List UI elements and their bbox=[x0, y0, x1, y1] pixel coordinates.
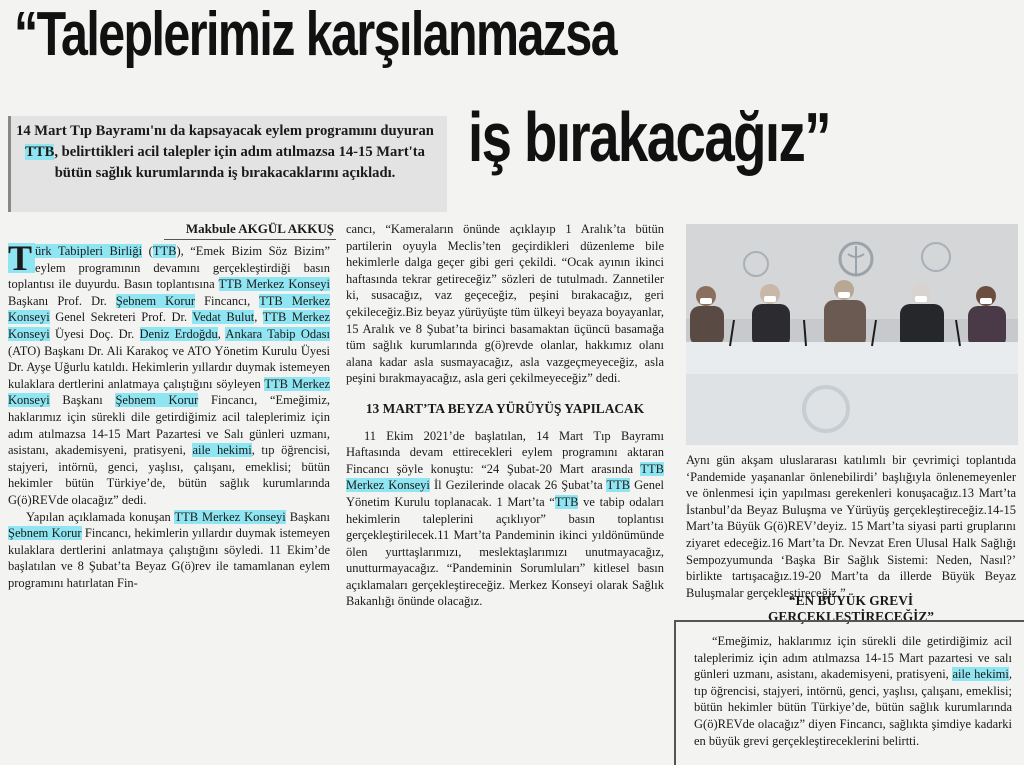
col1-frag: Şebnem Korur bbox=[8, 526, 82, 541]
col1-frag: Deniz Erdoğdu bbox=[139, 326, 218, 341]
col1-frag: TTB Merkez Konseyi bbox=[8, 310, 330, 341]
col1-frag: ), “Emek Bizim Söz Bizim” eylem programının devamını gerçekleştirdiği basın toplantısı ile duyurdu. Basın toplantısına bbox=[8, 244, 330, 292]
byline: Makbule AKGÜL AKKUŞ bbox=[185, 221, 334, 236]
col4-paragraph-1 bbox=[694, 633, 1012, 749]
col2-frag: ve tabip odaları hekimlerin taleplerini açıklıyor” basın toplantısı gerçekleştirilecek.11 Mart’ta Pandeminin ikinci yıldönümünde ölen yurttaşlarımızı, meslektaşlarımızı unutmayacağız, unutturmayacağız. “Pandeminin Sorumluları” kitlesel basın açıklamaları gerçekleştireceğiz. Merkez Konseyi olarak Sağlık Bakanlığı önünde olacağız. bbox=[346, 494, 664, 609]
col2-frag: TTB Merkez Konseyi bbox=[346, 461, 664, 493]
col1-frag: Vedat Bulut bbox=[192, 310, 255, 325]
col2-paragraph-2 bbox=[346, 428, 664, 611]
col1-frag: Ankara Tabip Odası bbox=[225, 326, 330, 341]
subheading-line-2: GERÇEKLEŞTİRECEĞİZ” bbox=[768, 609, 934, 624]
article-column-4 bbox=[694, 633, 1012, 749]
col2-frag: TTB bbox=[606, 478, 631, 493]
col1-frag: Başkanı bbox=[49, 393, 116, 408]
col1-frag: aile hekimi bbox=[192, 443, 252, 458]
col2-paragraph-1: cancı, “Kameraların önünde açıklayıp 1 Aralık’ta bütün partilerin oyuyla Meclis’ten geçirdikleri düzenleme bile hekimlerle dalga geçer gibi geri çekildi. “Ocak ayının ikinci haftasında tekrar getireceğiz” sözleri de tutulmadı. Zannetiler ki, susacağız, vaz geçeceğiz, peşini bırakacağız, geri çekileceğiz.Biz beyaz yürüyüşte tüm ülkeyi beyaza boyayanlar, 15 Aralık ve 8 Şubat’ta birinci basamaktan üçüncü basamağa tüm sağlık kurumlarında g(ö)revde olanlar, hakkımız olanı alana kadar asla susmayacağız, asla vazgeçmeyeceğiz, asla peşini bırakmayacağız, asla geri çekilmeyeceğiz” dedi. bbox=[346, 222, 664, 386]
summary-ttb-highlight: TTB bbox=[25, 144, 55, 160]
headline-line-1: “Taleplerimiz karşılanmazsa bbox=[14, 0, 617, 69]
article-column-2 bbox=[346, 221, 664, 610]
col1-frag: TTB Merkez Konseyi bbox=[174, 509, 286, 524]
col2-subheading: 13 MART’TA BEYZA YÜRÜYÜŞ YAPILACAK bbox=[365, 400, 645, 416]
headline-line-2: iş bırakacağız” bbox=[468, 98, 831, 176]
col4-frag: “Emeğimiz, haklarımız için sürekli dile getirdiğimiz acil taleplerimiz için adım atılmazsa 14-15 Mart pazartesi ve salı günleri uzmanı, asistanı, akademisyeni, pratisyeni, bbox=[694, 634, 1012, 682]
col1-frag: ürk Tabipleri Birliği bbox=[35, 244, 143, 258]
col1-frag: Üyesi Doç. Dr. bbox=[49, 326, 140, 341]
drop-cap: T bbox=[8, 243, 35, 273]
summary-before: 14 Mart Tıp Bayramı'nı da kapsayacak eylem programını duyuran bbox=[16, 123, 434, 139]
col2-frag: İl Gezilerinde olacak 26 Şubat’ta bbox=[429, 478, 607, 493]
col1-frag: TTB bbox=[152, 244, 177, 258]
article-column-3 bbox=[686, 452, 1016, 601]
col1-frag: Başkanı bbox=[285, 509, 330, 524]
col2-frag: Genel Yönetim Kurulu toplanacak. 1 Mart’ta “ bbox=[346, 478, 664, 509]
col1-frag: Başkanı Prof. Dr. bbox=[8, 293, 116, 308]
press-conference-photo bbox=[686, 224, 1018, 445]
col1-frag: Genel Sekreteri Prof. Dr. bbox=[49, 310, 193, 325]
col1-frag: TTB Merkez Konseyi bbox=[218, 277, 330, 292]
col1-frag: Fincancı, “Emeğimiz, haklarımız için sürekli dile getirdiğimiz acil taleplerimiz için adım atılmazsa 14-15 Mart Pazartesi ve Salı günleri uzmanı, asistanı, akademisyeni, pratisyeni, bbox=[8, 393, 331, 458]
col2-frag: 11 Ekim 2021’de başlatılan, 14 Mart Tıp Bayramı Haftasında devam ettirecekleri eylem programını aktaran Fincancı şöyle konuştu: “24 Şubat-20 Mart arasında bbox=[346, 428, 664, 476]
col1-frag: , tıp öğrencisi, stajyeri, intörnü, genci, yaşlısı, çalışanı, emeklisi; bütün hekimler bütün Türkiye’de, bütün sağlık kurumlarında G(ö)REVde olacağız” dedi. bbox=[8, 443, 331, 507]
col1-frag: Şebnem Korur bbox=[115, 393, 199, 408]
col4-frag: aile hekimi bbox=[952, 667, 1009, 682]
col1-frag: Şebnem Korur bbox=[115, 293, 196, 308]
col1-frag: ( bbox=[142, 244, 153, 258]
col1-paragraph-2 bbox=[8, 509, 330, 592]
summary-text bbox=[14, 121, 436, 184]
photo-illustration bbox=[686, 224, 1018, 445]
article-column-1 bbox=[8, 238, 331, 591]
col4-frag: , tıp öğrencisi, stajyeri, intörnü, genci, yaşlısı, çalışanı, emeklisi; bütün hekimler bütün Türkiye’de, bütün sağlık kurumlarında G(ö)REVde olacağız” diyen Fincancı, sağlıkta şimdiye kadarki en büyük grevi gerçekleştireceklerini belirtti. bbox=[694, 667, 1012, 748]
col1-frag: TTB Merkez Konseyi bbox=[8, 293, 330, 325]
col1-paragraph-1 bbox=[8, 238, 331, 509]
col1-frag: , bbox=[254, 310, 263, 325]
subheading-line-1: “EN BÜYÜK GREVİ bbox=[788, 593, 914, 608]
col1-frag: TTB Merkez Konseyi bbox=[8, 376, 331, 408]
col1-frag: Yapılan açıklamada konuşan bbox=[26, 509, 175, 524]
col3-paragraph-1: Aynı gün akşam uluslararası katılımlı bir çevrimiçi toplantıda ‘Pandemide yaşananlar önlenebilirdi’ başlığıyla önlenemeyenler ve önlenmesi için yapılması gerekenleri konuşacağız.13 Mart’ta İstanbul’da Beyaz Buluşma ve Yürüyüş gerçekleştireceğiz.14-15 Mart’ta Büyük G(ö)REV’deyiz. 15 Mart’ta siyasi parti gruplarını ziyaret edeceğiz.16 Mart’ta Dr. Nevzat Eren Ulusal Halk Sağlığı Sempozyumunda ‘Başka Bir Sağlık Sistemi: Neden, Nasıl?’ birlikte tartışacağız.19-20 Mart’ta da illerde Büyük Beyaz Buluşmalar gerçekleştireceğiz.” bbox=[686, 453, 1016, 600]
col2-frag: TTB bbox=[554, 494, 579, 509]
col1-frag: (ATO) Başkanı Dr. Ali Karakoç ve ATO Yönetim Kurulu Üyesi Dr. Ayşe Uğurlu katıldı. Hekimlerin yıllardır duymak istemeyen kulaklara dertlerini anlatmaya çalıştığını söyleyen bbox=[8, 343, 330, 391]
col1-frag: Fincancı, hekimlerin yıllardır duymak istemeyen kulaklara dertlerini anlatmaya çalıştığını söyledi. 11 Ekim’de başlatılan ve 8 Şubat’ta Beyaz G(ö)rev ile tamamlanan eylem programını hatırlatan Fin- bbox=[8, 526, 330, 590]
col1-frag: Fincancı, bbox=[195, 293, 260, 308]
byline-rule bbox=[164, 239, 336, 240]
summary-after: , belirttikleri acil talepler için adım atılmazsa 14-15 Mart'ta bütün sağlık kurumlarında iş bırakacaklarını açıkladı. bbox=[54, 144, 425, 181]
col1-frag: , bbox=[217, 326, 226, 341]
